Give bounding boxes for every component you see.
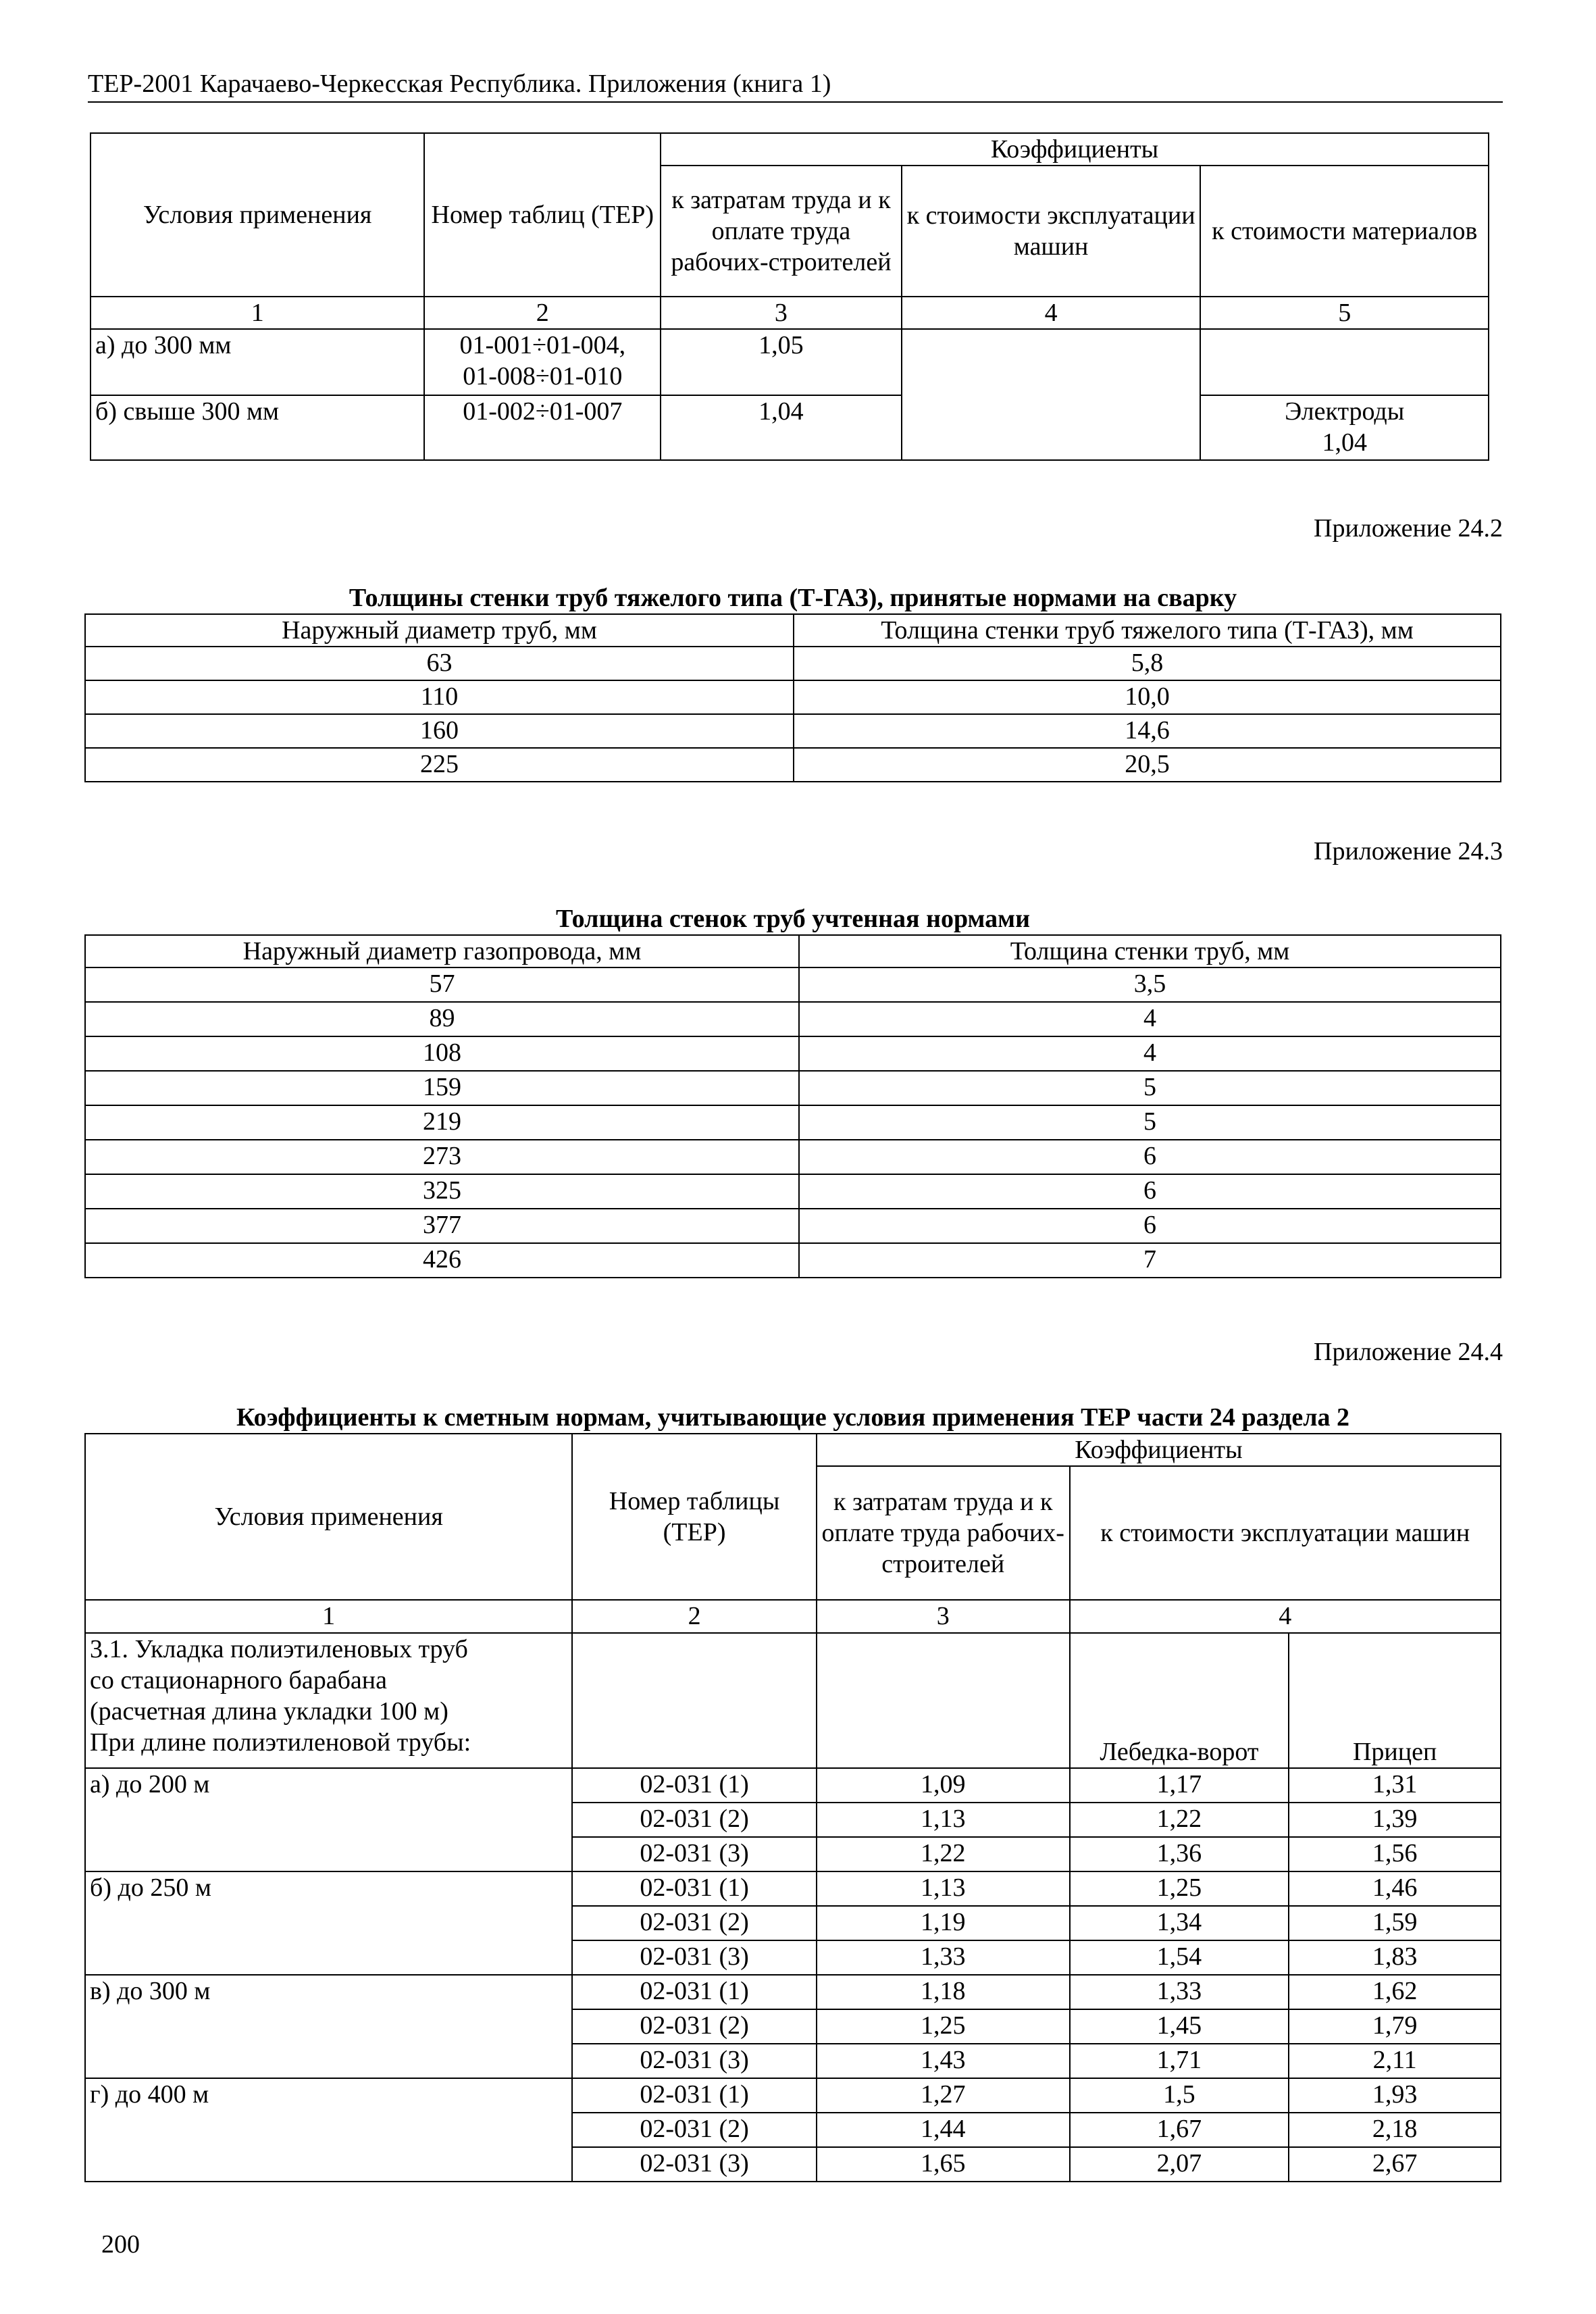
table-no-cell: 02-031 (1) <box>572 1975 817 2009</box>
condition-cell: в) до 300 м <box>85 1975 572 2078</box>
header-materials: к стоимости материалов <box>1200 166 1489 297</box>
header-cell: Наружный диаметр труб, мм <box>85 614 794 647</box>
thickness-cell: 20,5 <box>794 748 1501 782</box>
condition-cell: а) до 200 м <box>85 1768 572 1871</box>
materials-line: 1,04 <box>1322 428 1367 457</box>
table-row <box>91 329 1489 395</box>
thickness-cell: 5,8 <box>794 647 1501 680</box>
table-no-cell <box>424 329 661 395</box>
header-labor: к затратам труда и к оплате труда рабочих-строителей <box>817 1466 1070 1600</box>
page-number: 200 <box>101 2230 140 2259</box>
col-number: 3 <box>817 1600 1070 1633</box>
winch-cell: 1,36 <box>1070 1837 1289 1871</box>
trailer-cell: 2,18 <box>1289 2113 1501 2147</box>
diameter-cell: 426 <box>85 1243 799 1278</box>
table-wall-thickness-heavy <box>84 613 1501 782</box>
diameter-cell: 63 <box>85 647 794 680</box>
winch-cell: 2,07 <box>1070 2147 1289 2182</box>
intro-line: При длине полиэтиленовой трубы: <box>90 1728 471 1757</box>
trailer-cell: 1,62 <box>1289 1975 1501 2009</box>
header-cell: Толщина стенки труб тяжелого типа (Т-ГАЗ), мм <box>794 614 1501 647</box>
intro-line: 3.1. Укладка полиэтиленовых труб <box>90 1635 468 1663</box>
diameter-cell: 57 <box>85 967 799 1002</box>
thickness-cell: 10,0 <box>794 680 1501 714</box>
labor-cell: 1,05 <box>661 329 902 395</box>
table-row <box>85 1140 1501 1174</box>
condition-cell: б) до 250 м <box>85 1871 572 1975</box>
winch-cell: 1,25 <box>1070 1871 1289 1906</box>
table-no-cell: 02-031 (3) <box>572 1940 817 1975</box>
col-number: 1 <box>91 297 424 329</box>
diameter-cell: 108 <box>85 1036 799 1071</box>
table-row <box>85 1002 1501 1036</box>
table-row <box>85 647 1501 680</box>
table-no-cell: 02-031 (2) <box>572 1803 817 1837</box>
machines-cell-empty <box>902 329 1201 460</box>
table-row <box>85 714 1501 748</box>
labor-cell: 1,13 <box>817 1871 1070 1906</box>
thickness-cell: 6 <box>799 1174 1501 1209</box>
winch-cell: 1,71 <box>1070 2044 1289 2078</box>
trailer-cell: 2,67 <box>1289 2147 1501 2182</box>
trailer-cell: 1,79 <box>1289 2009 1501 2044</box>
table-row <box>85 1174 1501 1209</box>
table-no-cell: 02-031 (2) <box>572 2009 817 2044</box>
header-conditions: Условия применения <box>85 1434 572 1600</box>
labor-cell: 1,33 <box>817 1940 1070 1975</box>
diameter-cell: 225 <box>85 748 794 782</box>
labor-cell: 1,22 <box>817 1837 1070 1871</box>
diameter-cell: 160 <box>85 714 794 748</box>
condition-cell: а) до 300 мм <box>91 329 424 395</box>
col-number: 4 <box>902 297 1201 329</box>
table-row <box>85 1243 1501 1278</box>
labor-cell: 1,25 <box>817 2009 1070 2044</box>
table-no-line: 01-001÷01-004, <box>459 331 626 359</box>
thickness-cell: 6 <box>799 1140 1501 1174</box>
winch-cell: 1,33 <box>1070 1975 1289 2009</box>
trailer-cell: 1,93 <box>1289 2078 1501 2113</box>
labor-cell: 1,13 <box>817 1803 1070 1837</box>
header-conditions: Условия применения <box>91 133 424 297</box>
labor-cell: 1,43 <box>817 2044 1070 2078</box>
col-number: 2 <box>572 1600 817 1633</box>
trailer-cell: 1,83 <box>1289 1940 1501 1975</box>
table-no-cell: 02-031 (3) <box>572 2044 817 2078</box>
table-coefficients-part24 <box>84 1433 1501 2182</box>
table-row <box>91 395 1489 460</box>
header-coefficients: Коэффициенты <box>661 133 1489 166</box>
table-row <box>85 1768 1501 1803</box>
intro-line: (расчетная длина укладки 100 м) <box>90 1697 448 1726</box>
table-no-cell: 02-031 (3) <box>572 2147 817 2182</box>
table-row <box>85 1105 1501 1140</box>
appendix-label: Приложение 24.3 <box>1314 837 1503 865</box>
winch-cell: 1,17 <box>1070 1768 1289 1803</box>
materials-cell <box>1200 329 1489 395</box>
page-header <box>88 68 1503 103</box>
diameter-cell: 89 <box>85 1002 799 1036</box>
table-row <box>85 748 1501 782</box>
thickness-cell: 5 <box>799 1071 1501 1105</box>
diameter-cell: 219 <box>85 1105 799 1140</box>
materials-line: Электроды <box>1285 397 1405 426</box>
appendix-label: Приложение 24.2 <box>1314 514 1503 543</box>
thickness-cell: 4 <box>799 1002 1501 1036</box>
winch-cell: 1,67 <box>1070 2113 1289 2147</box>
thickness-cell: 14,6 <box>794 714 1501 748</box>
labor-cell: 1,19 <box>817 1906 1070 1940</box>
winch-cell: 1,45 <box>1070 2009 1289 2044</box>
table-no-cell: 02-031 (1) <box>572 1871 817 1906</box>
thickness-cell: 7 <box>799 1243 1501 1278</box>
table-row <box>85 1071 1501 1105</box>
thickness-cell: 3,5 <box>799 967 1501 1002</box>
empty-cell <box>817 1633 1070 1768</box>
header-coefficients: Коэффициенты <box>817 1434 1501 1466</box>
intro-cell <box>85 1633 572 1768</box>
winch-cell: 1,34 <box>1070 1906 1289 1940</box>
page-header-title: ТЕР-2001 Карачаево-Черкесская Республика. Приложения (книга 1) <box>88 70 831 98</box>
trailer-cell: 1,46 <box>1289 1871 1501 1906</box>
diameter-cell: 377 <box>85 1209 799 1243</box>
diameter-cell: 325 <box>85 1174 799 1209</box>
header-table-no: Номер таблицы (ТЕР) <box>572 1434 817 1600</box>
header-labor: к затратам труда и к оплате труда рабочих-строителей <box>661 166 902 297</box>
winch-cell: 1,54 <box>1070 1940 1289 1975</box>
table-row <box>85 967 1501 1002</box>
winch-cell: 1,5 <box>1070 2078 1289 2113</box>
header-cell: Толщина стенки труб, мм <box>799 935 1501 967</box>
thickness-cell: 5 <box>799 1105 1501 1140</box>
col-number: 2 <box>424 297 661 329</box>
table-row <box>85 680 1501 714</box>
labor-cell: 1,09 <box>817 1768 1070 1803</box>
table-no-cell: 02-031 (1) <box>572 1768 817 1803</box>
diameter-cell: 273 <box>85 1140 799 1174</box>
table-no-cell: 02-031 (2) <box>572 1906 817 1940</box>
table-caption: Толщина стенок труб учтенная нормами <box>556 905 1030 933</box>
table-row <box>85 1036 1501 1071</box>
intro-line: со стационарного барабана <box>90 1666 387 1694</box>
trailer-cell: 1,39 <box>1289 1803 1501 1837</box>
diameter-cell: 159 <box>85 1071 799 1105</box>
table-row <box>85 2078 1501 2113</box>
col-number: 5 <box>1200 297 1489 329</box>
table-no-line: 01-008÷01-010 <box>463 362 623 391</box>
winch-cell: 1,22 <box>1070 1803 1289 1837</box>
table-no-cell: 02-031 (2) <box>572 2113 817 2147</box>
table-row <box>85 1871 1501 1906</box>
empty-cell <box>572 1633 817 1768</box>
table-caption: Толщины стенки труб тяжелого типа (Т-ГАЗ), принятые нормами на сварку <box>349 584 1237 612</box>
table-no-cell <box>424 395 661 460</box>
header-cell: Наружный диаметр газопровода, мм <box>85 935 799 967</box>
trailer-cell: 1,56 <box>1289 1837 1501 1871</box>
table-no-cell: 02-031 (1) <box>572 2078 817 2113</box>
thickness-cell: 4 <box>799 1036 1501 1071</box>
thickness-cell: 6 <box>799 1209 1501 1243</box>
trailer-cell: 1,31 <box>1289 1768 1501 1803</box>
table-no-cell: 02-031 (3) <box>572 1837 817 1871</box>
col-number: 3 <box>661 297 902 329</box>
labor-cell: 1,27 <box>817 2078 1070 2113</box>
labor-cell: 1,04 <box>661 395 902 460</box>
table-coefficients-1 <box>90 132 1489 461</box>
table-no-line: 01-002÷01-007 <box>463 397 623 426</box>
condition-cell: б) свыше 300 мм <box>91 395 424 460</box>
materials-cell <box>1200 395 1489 460</box>
table-row <box>85 1975 1501 2009</box>
trailer-cell: 2,11 <box>1289 2044 1501 2078</box>
labor-cell: 1,18 <box>817 1975 1070 2009</box>
subheader-trailer: Прицеп <box>1289 1633 1501 1768</box>
header-table-no: Номер таблиц (ТЕР) <box>424 133 661 297</box>
condition-cell: г) до 400 м <box>85 2078 572 2182</box>
subheader-winch: Лебедка-ворот <box>1070 1633 1289 1768</box>
table-caption: Коэффициенты к сметным нормам, учитывающие условия применения ТЕР части 24 раздела 2 <box>236 1403 1350 1432</box>
intro-row <box>85 1633 1501 1768</box>
labor-cell: 1,44 <box>817 2113 1070 2147</box>
labor-cell: 1,65 <box>817 2147 1070 2182</box>
col-number: 1 <box>85 1600 572 1633</box>
table-row <box>85 1209 1501 1243</box>
header-machines: к стоимости эксплуатации машин <box>1070 1466 1501 1600</box>
header-machines: к стоимости эксплуатации машин <box>902 166 1201 297</box>
trailer-cell: 1,59 <box>1289 1906 1501 1940</box>
diameter-cell: 110 <box>85 680 794 714</box>
appendix-label: Приложение 24.4 <box>1314 1338 1503 1366</box>
table-wall-thickness-gas <box>84 934 1501 1278</box>
col-number: 4 <box>1070 1600 1501 1633</box>
